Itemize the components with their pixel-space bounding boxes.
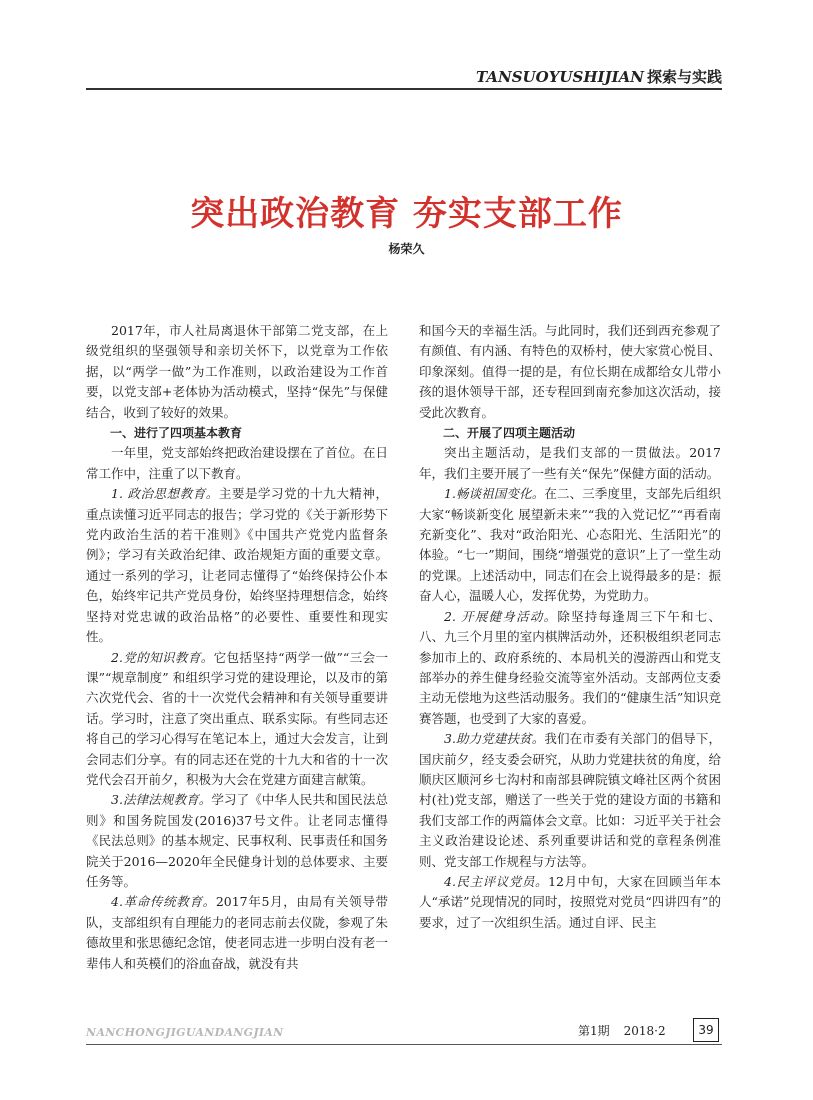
paragraph <box>86 484 388 647</box>
paragraph-text: 突出主题活动，是我们支部的一贯做法。2017年，我们主要开展了一些有关“保先”保健方面的活动。 <box>419 445 721 481</box>
footer-issue-info <box>578 1022 666 1039</box>
paragraph-text: 12月中旬，大家在回顾当年本人“承诺”兑现情况的同时，按照党对党员“四讲四有”的要求，过了一次组织生活。通过自评、民主 <box>419 873 721 930</box>
footer-rule <box>86 1044 722 1045</box>
page-number: 39 <box>693 1018 719 1042</box>
paragraph <box>86 443 388 484</box>
header-latin: TANSUOYUSHIJIAN <box>476 68 644 86</box>
paragraph-lead: 1.畅谈祖国变化。 <box>444 486 545 502</box>
footer-date: 2018·2 <box>623 1024 666 1038</box>
paragraph-text: 学习了《中华人民共和国民法总则》和国务院国发(2016)37号文件。让老同志懂得《民法总则》的基本规定、民事权利、民事责任和国务院关于2016—2020年全民健身计划的总体要求、主要任务等。 <box>86 792 388 889</box>
paragraph-text: 它包括坚持“两学一做”“三会一课”“规章制度” 和组织学习党的建设理论，以及市的第六次党代会、省的十一次党代会精神和有关领导重要讲话。学习时，注意了突出重点、联系实际。有些同志还将自己的学习心得写在笔记本上，通过大会发言，让到会同志们分享。有的同志还在党的十九大和省的十一次党代会召开前夕，积极为大会在党建方面建言献策。 <box>86 649 388 787</box>
paragraph-lead: 3.法律法规教育。 <box>111 792 212 808</box>
paragraph <box>86 790 388 892</box>
paragraph-text: 一年里，党支部始终把政治建设摆在了首位。在日常工作中，注重了以下教育。 <box>86 445 388 481</box>
paragraph-text: 2017年5月，由局有关领导带队，支部组织有自理能力的老同志前去仪陇，参观了朱德故里和张思德纪念馆，使老同志进一步明白没有老一辈伟人和英模们的浴血奋战，就没有共 <box>86 894 389 971</box>
header-rule <box>86 88 722 90</box>
paragraph-lead: 4.民主评议党员。 <box>444 873 549 889</box>
paragraph <box>419 321 721 423</box>
paragraph <box>419 729 721 872</box>
paragraph <box>86 321 388 423</box>
paragraph <box>419 443 721 484</box>
article-title: 突出政治教育 夯实支部工作 <box>190 194 623 234</box>
paragraph-text: 2017年，市人社局离退休干部第二党支部，在上级党组织的坚强领导和亲切关怀下，以党章为工作依据，以“两学一做”为工作准则，以政治建设为工作首要，以党支部+老体协为活动模式，坚持“保先”与保健结合，收到了较好的效果。 <box>86 323 388 420</box>
paragraph <box>86 648 388 791</box>
paragraph-text: 除坚持每逢周三下午和七、八、九三个月里的室内棋牌活动外，还积极组织老同志参加市上的、政府系统的、本局机关的漫游西山和党支部举办的养生健身经验交流等室外活动。支部两位支委主动无偿地为这些活动服务。我们的“健康生活”知识竞赛答题，也受到了大家的喜爱。 <box>419 608 721 726</box>
footer-issue: 第1期 <box>578 1024 610 1038</box>
paragraph <box>419 872 721 933</box>
footer-publication: NANCHONGJIGUANDANGJIAN <box>86 1026 284 1039</box>
paragraph-lead: 2.党的知识教育。 <box>111 649 214 665</box>
paragraph-lead: 3.助力党建扶贫。 <box>444 731 545 747</box>
paragraph <box>419 484 721 606</box>
paragraph-lead: 2. 开展健身活动。 <box>444 608 558 624</box>
header-text <box>476 66 722 87</box>
section-heading: 一、进行了四项基本教育 <box>110 426 243 441</box>
paragraph-lead: 4.革命传统教育。 <box>111 894 216 910</box>
paragraph-text: 在二、三季度里，支部先后组织大家“畅谈新变化 展望新未来”“我的入党记忆”“再看南充新变化”、我对“政治阳光、心态阳光、生活阳光”的体验。“七一”期间，围绕“增强党的意识”上了一堂生动的党课。上述活动中，同志们在会上说得最多的是：振奋人心，温暖人心，发挥优势，为党助力。 <box>419 486 721 604</box>
header-section-name: 探索与实践 <box>646 68 722 86</box>
paragraph-text: 我们在市委有关部门的倡导下，国庆前夕，经支委会研究，从助力党建扶贫的角度，给顺庆区顺河乡七沟村和南部县碑院镇文峰社区两个贫困村(社)党支部，赠送了一些关于党的建设方面的书籍和我们支部工作的两篇体会文章。比如：习近平关于社会主义政治建设论述、系列重要讲话和党的章程条例准则、党支部工作规程与方法等。 <box>419 731 721 869</box>
paragraph-lead: 1. 政治思想教育。 <box>111 486 219 502</box>
paragraph-text: 和国今天的幸福生活。与此同时，我们还到西充参观了有颜值、有内涵、有特色的双桥村，使大家赏心悦目、印象深刻。值得一提的是，有位长期在成都给女儿带小孩的退休领导干部，还专程回到南充参加这次活动，接受此次教育。 <box>419 323 721 420</box>
left-column <box>86 321 388 974</box>
section-heading: 二、开展了四项主题活动 <box>443 426 576 441</box>
running-header <box>86 60 722 90</box>
article-author: 杨荣久 <box>388 242 425 256</box>
paragraph <box>86 892 388 974</box>
paragraph <box>419 607 721 729</box>
paragraph-text: 主要是学习党的十九大精神，重点读懂习近平同志的报告；学习党的《关于新形势下党内政治生活的若干准则》《中国共产党党内监督条例》；学习有关政治纪律、政治规矩方面的重要文章。通过一系列的学习，让老同志懂得了“始终保持公仆本色，始终牢记共产党员身份，始终坚持理想信念，始终坚持对党忠诚的政治品格”的必要性、重要性和现实性。 <box>86 486 388 645</box>
right-column <box>419 321 721 933</box>
